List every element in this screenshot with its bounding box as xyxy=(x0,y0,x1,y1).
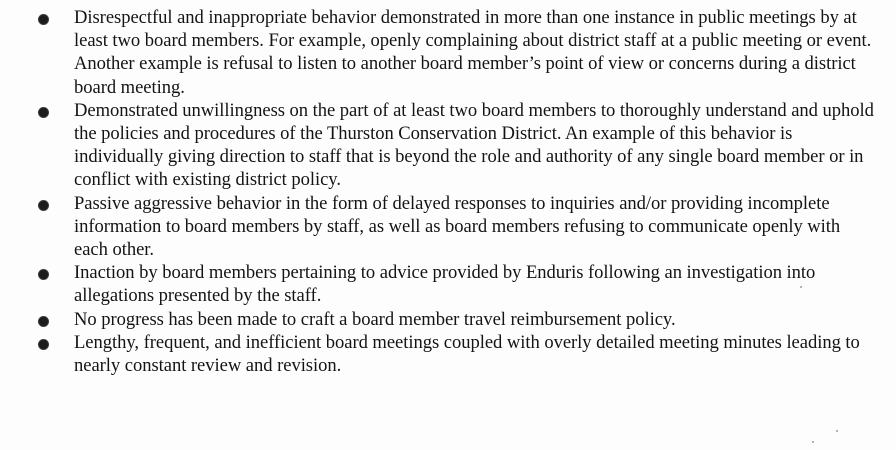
scan-speck xyxy=(800,286,802,288)
bullet-dot-icon xyxy=(39,201,48,210)
bullet-dot-icon xyxy=(39,270,48,279)
bullet-item-disrespectful-behavior xyxy=(0,6,896,99)
bullet-dot-icon xyxy=(39,317,48,326)
bullet-item-unwillingness xyxy=(0,99,896,192)
bullet-item-passive-aggressive xyxy=(0,192,896,262)
bullet-text: Lengthy, frequent, and inefficient board meetings coupled with overly detailed meeting minutes leading to nearly constant review and revision. xyxy=(74,331,860,377)
bullet-text: Demonstrated unwillingness on the part of at least two board members to thoroughly understand and uphold the policies and procedures of the Thurston Conservation District. An example of this behavior is individually giving direction to staff that is beyond the role and authority of any single board member or in conflict with existing district policy. xyxy=(74,99,874,191)
bullet-item-inaction xyxy=(0,261,896,307)
bullet-text: No progress has been made to craft a board member travel reimbursement policy. xyxy=(74,308,676,330)
bullet-dot-icon xyxy=(39,15,48,24)
bullet-dot-icon xyxy=(39,108,48,117)
bullet-dot-icon xyxy=(39,340,48,349)
bullet-text: Disrespectful and inappropriate behavior demonstrated in more than one instance in public meetings by at least two board members. For example, openly complaining about district staff at a public meeting or event. Another example is refusal to listen to another board member’s point of view or concerns during a district board meeting. xyxy=(74,7,872,98)
bullet-item-travel-policy xyxy=(0,308,896,331)
bullet-list xyxy=(0,6,896,377)
bullet-text: Passive aggressive behavior in the form of delayed responses to inquiries and/or providing incomplete information to board members by staff, as well as board members refusing to communicate openly with each other. xyxy=(74,192,841,261)
scan-speck xyxy=(812,441,814,443)
bullet-item-lengthy-meetings xyxy=(0,331,896,377)
bullet-text: Inaction by board members pertaining to advice provided by Enduris following an investigation into allegations presented by the staff. xyxy=(74,262,816,307)
scan-speck xyxy=(836,430,838,432)
